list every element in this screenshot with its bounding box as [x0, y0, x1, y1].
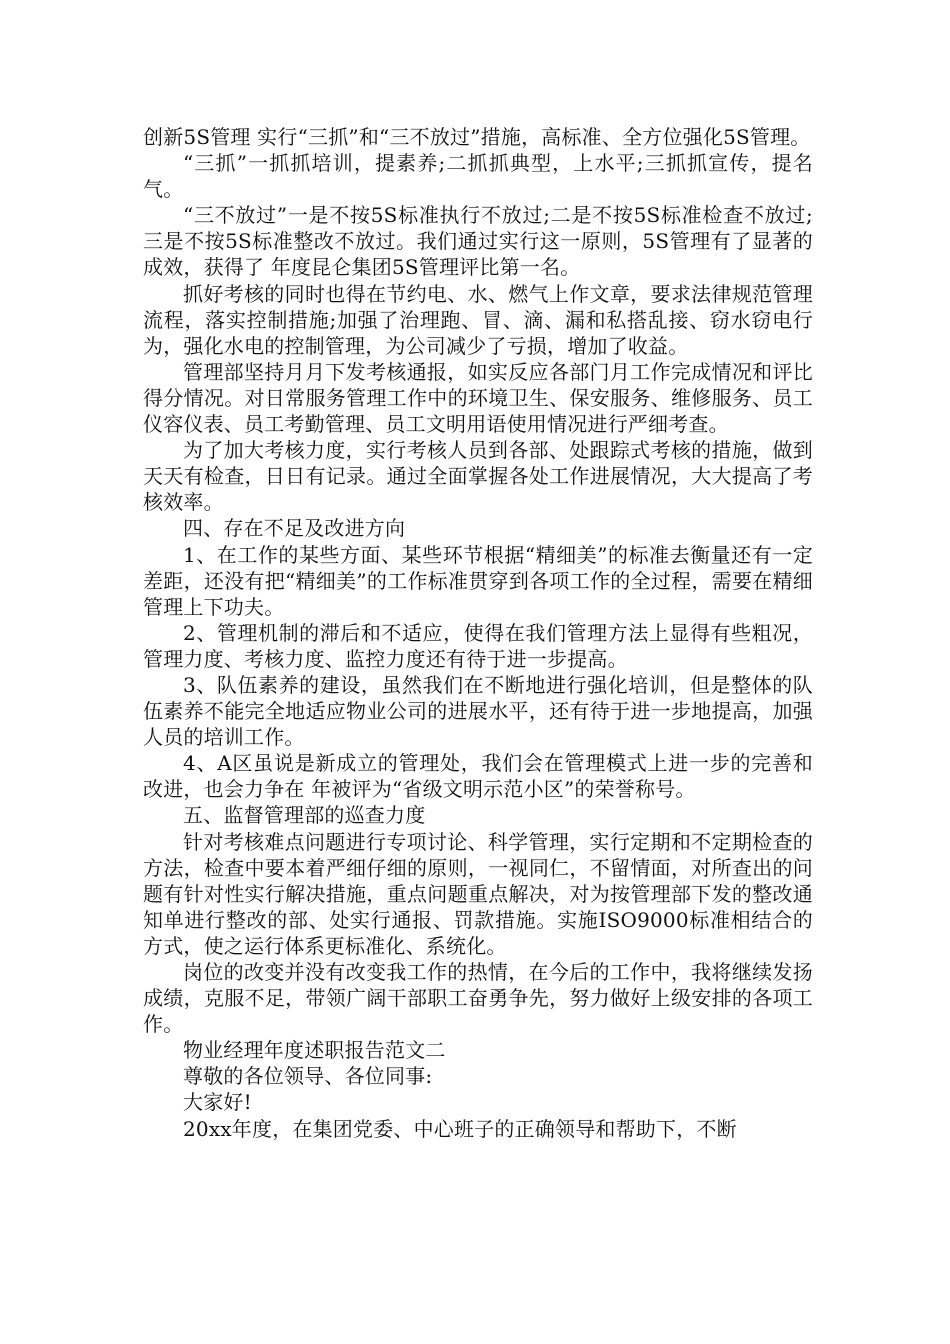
section-heading-5: 五、监督管理部的巡查力度: [183, 803, 426, 828]
paragraph-14: 岗位的改变并没有改变我工作的热情，在今后的工作中，我将继续发扬成绩，克服不足，带领广阔干部职工奋勇争先，努力做好上级安排的各项工作。: [143, 960, 813, 1037]
greeting: 大家好!: [183, 1090, 252, 1115]
paragraph-8: 1、在工作的某些方面、某些环节根据“精细美”的标准去衡量还有一定差距，还没有把“精细美”的工作标准贯穿到各项工作的全过程，需要在精细管理上下功夫。: [143, 542, 813, 619]
paragraph-5: 管理部坚持月月下发考核通报，如实反应各部门月工作完成情况和评比得分情况。对日常服务管理工作中的环境卫生、保安服务、维修服务、员工仪容仪表、员工考勤管理、员工文明用语使用情况进行严细考查。: [143, 359, 813, 437]
paragraph-3: “三不放过”一是不按5S标准执行不放过;二是不按5S标准检查不放过;三是不按5S标准整改不放过。我们通过实行这一原则，5S管理有了显著的成效，获得了 年度昆仑集团5S管理评比第一名。: [143, 203, 813, 280]
paragraph-11: 4、A区虽说是新成立的管理处，我们会在管理模式上进一步的完善和改进，也会力争在 年被评为“省级文明示范小区”的荣誉称号。: [143, 751, 813, 802]
paragraph-13: 针对考核难点问题进行专项讨论、科学管理，实行定期和不定期检查的方法，检查中要本着严细仔细的原则，一视同仁，不留情面，对所查出的问题有针对性实行解决措施，重点问题重点解决，对为按管理部下发的整改通知单进行整改的部、处实行通报、罚款措施。实施ISO9000标准相结合的方式，使之运行体系更标准化、系统化。: [143, 829, 813, 958]
salutation: 尊敬的各位领导、各位同事:: [183, 1064, 433, 1089]
paragraph-2: “三抓”一抓抓培训，提素养;二抓抓典型，上水平;三抓抓宣传，提名气。: [143, 151, 813, 202]
paragraph-10: 3、队伍素养的建设，虽然我们在不断地进行强化培训，但是整体的队伍素养不能完全地适应物业公司的进展水平，还有待于进一步地提高，加强人员的培训工作。: [143, 672, 813, 750]
paragraph-1: 创新5S管理 实行“三抓”和“三不放过”措施，高标准、全方位强化5S管理。: [143, 125, 811, 149]
paragraph-6: 为了加大考核力度，实行考核人员到各部、处跟踪式考核的措施，做到天天有检查，日日有记录。通过全面掌握各处工作进展情况，大大提高了考核效率。: [143, 438, 813, 515]
report-title: 物业经理年度述职报告范文二: [183, 1038, 446, 1063]
paragraph-9: 2、管理机制的滞后和不适应，使得在我们管理方法上显得有些粗况，管理力度、考核力度、监控力度还有待于进一步提高。: [143, 620, 813, 671]
paragraph-4: 抓好考核的同时也得在节约电、水、燃气上作文章，要求法律规范管理流程，落实控制措施;加强了治理跑、冒、滴、漏和私搭乱接、窃水窃电行为，强化水电的控制管理，为公司减少了亏损，增加了收益。: [143, 281, 813, 358]
paragraph-18: 20xx年度，在集团党委、中心班子的正确领导和帮助下，不断: [183, 1116, 737, 1141]
document-body: [143, 124, 813, 1142]
section-heading-4: 四、存在不足及改进方向: [183, 516, 406, 541]
